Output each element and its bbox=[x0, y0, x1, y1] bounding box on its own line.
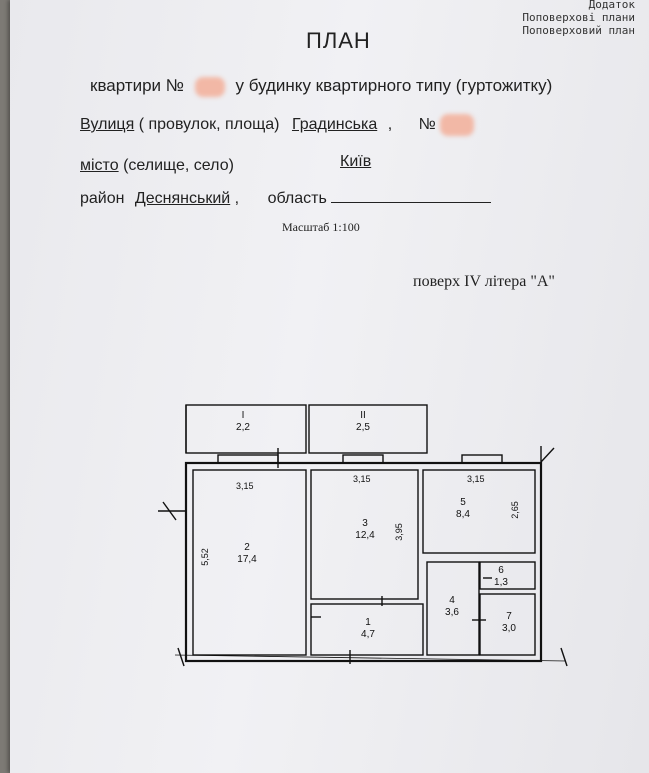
street-value: Градинська bbox=[291, 116, 378, 134]
addendum-line2: Поповерхові плани bbox=[522, 11, 635, 24]
scale-text: Масштаб 1:100 bbox=[282, 220, 360, 234]
room-5-label: 5 8,4 bbox=[456, 497, 470, 520]
city-rest: (селище, село) bbox=[123, 157, 234, 174]
dim-height-room3: 3,95 bbox=[393, 523, 404, 541]
room-1-label: 1 4,7 bbox=[361, 617, 375, 640]
dim-height-room2: 5,52 bbox=[199, 548, 210, 566]
room-2-label: 2 17,4 bbox=[237, 542, 257, 565]
street-number-label: № bbox=[418, 116, 436, 134]
district-label: район bbox=[80, 190, 125, 207]
floor-info: поверх IV літера "А" bbox=[413, 273, 555, 290]
apartment-prefix: квартири № bbox=[90, 76, 185, 95]
room-II-label: II 2,5 bbox=[356, 410, 370, 433]
street-label: Вулиця bbox=[80, 116, 135, 134]
room-I-label: I 2,2 bbox=[236, 410, 250, 433]
window-2 bbox=[343, 455, 383, 463]
floor-plan-drawing bbox=[10, 0, 649, 773]
page-title: ПЛАН bbox=[306, 28, 371, 53]
room-6-label: 6 1,3 bbox=[494, 565, 508, 588]
street-rest: ( провулок, площа) bbox=[138, 116, 280, 134]
window-3 bbox=[462, 455, 502, 463]
window-1 bbox=[218, 455, 278, 463]
district-value: Деснянський bbox=[134, 190, 231, 207]
apartment-suffix: у будинку квартирного типу (гуртожитку) bbox=[235, 76, 553, 95]
room-4-label: 4 3,6 bbox=[445, 595, 459, 618]
city-value: Київ bbox=[340, 153, 372, 170]
dim-width-room5: 3,15 bbox=[467, 474, 485, 484]
dim-width-room2: 3,15 bbox=[236, 481, 254, 491]
city-label: місто bbox=[80, 157, 119, 174]
room-7-label: 7 3,0 bbox=[502, 611, 516, 634]
document-sheet bbox=[10, 0, 649, 773]
street-sep: , bbox=[387, 116, 393, 134]
dim-width-room3: 3,15 bbox=[353, 474, 371, 484]
addendum-title: Додаток bbox=[588, 0, 635, 11]
addendum-line3: Поповерховий план bbox=[522, 24, 635, 37]
dim-height-room5: 2,65 bbox=[509, 501, 520, 519]
region-label: область bbox=[267, 190, 327, 207]
room-3-label: 3 12,4 bbox=[355, 518, 375, 541]
district-sep: , bbox=[234, 190, 240, 207]
